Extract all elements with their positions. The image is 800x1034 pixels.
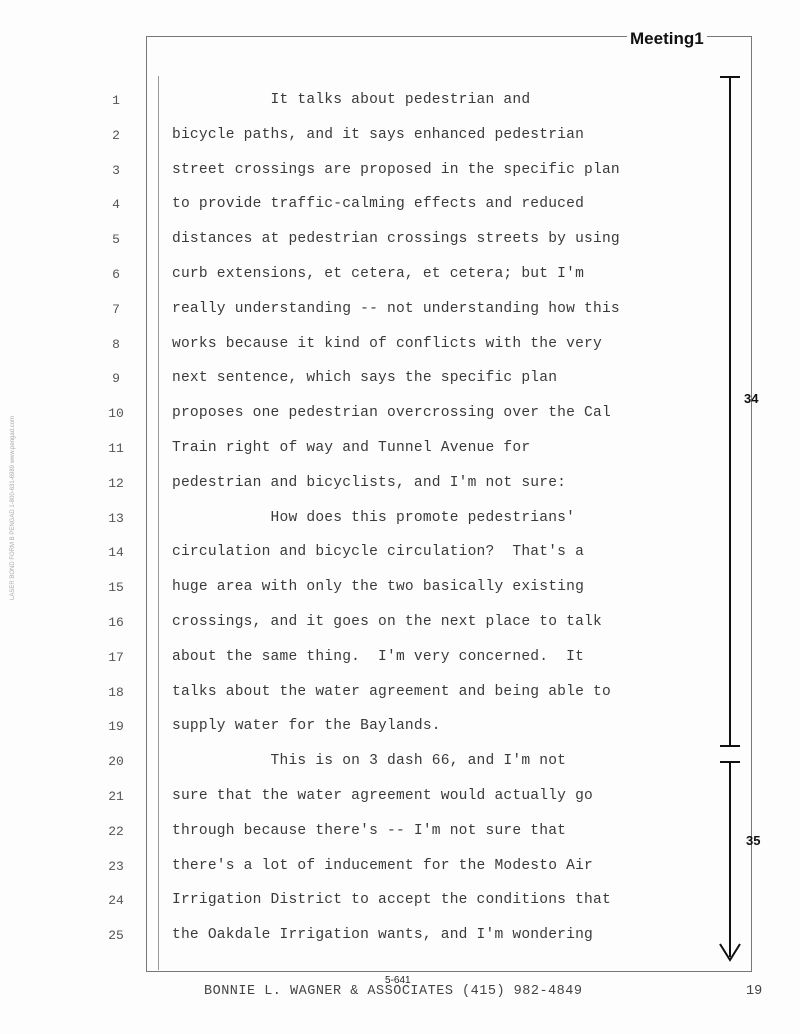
transcript-line: proposes one pedestrian overcrossing over the Cal [172,405,611,422]
transcript-line: It talks about pedestrian and [172,92,531,108]
left-margin-rule [158,76,159,970]
line-number: 18 [108,684,124,700]
line-number: 24 [108,893,124,909]
transcript-line: talks about the water agreement and being able to [172,683,611,700]
footer-company: BONNIE L. WAGNER & ASSOCIATES (415) 982-4849 [204,984,583,999]
line-number: 8 [112,336,120,352]
line-number: 20 [108,754,124,770]
line-number: 21 [108,789,124,804]
transcript-line: bicycle paths, and it says enhanced pedestrian [172,126,585,143]
line-number: 9 [112,371,120,387]
transcript-line: about the same thing. I'm very concerned. It [172,648,585,665]
transcript-line: Train right of way and Tunnel Avenue for [172,440,531,456]
transcript-line: How does this promote pedestrians' [172,509,576,526]
transcript-line: sure that the water agreement would actually go [172,788,594,804]
transcript-line: circulation and bicycle circulation? That's a [172,544,585,561]
transcript-line: the Oakdale Irrigation wants, and I'm wondering [172,927,594,944]
line-number: 4 [112,197,120,213]
transcript-line: there's a lot of inducement for the Modesto Air [172,857,594,874]
transcript-line: huge area with only the two basically existing [172,579,585,596]
line-number: 23 [108,858,124,874]
transcript-line: curb extensions, et cetera, et cetera; but I'm [172,266,585,282]
line-number: 2 [112,127,120,143]
page-number: 19 [746,984,763,999]
bracket-35-line [729,761,731,957]
line-number: 12 [108,475,124,491]
transcript-line: supply water for the Baylands. [172,718,441,735]
line-number: 6 [112,267,120,282]
transcript-line: really understanding -- not understanding how this [172,300,620,317]
line-number: 5 [112,232,120,248]
line-number: 17 [108,649,124,665]
transcript-line: crossings, and it goes on the next place to talk [172,614,602,630]
bracket-34-bottom-cap [720,745,740,747]
line-number: 14 [108,545,124,561]
line-number: 13 [108,510,124,526]
transcript-line: works because it kind of conflicts with the very [172,335,602,352]
bracket-34-line [729,76,731,746]
transcript-line: distances at pedestrian crossings streets by using [172,231,620,248]
line-number: 3 [112,162,120,178]
transcript-line: This is on 3 dash 66, and I'm not [172,753,567,770]
line-number: 7 [112,301,120,317]
meeting-label: Meeting1 [627,29,707,49]
line-number: 1 [112,93,120,108]
transcript-line: street crossings are proposed in the specific plan [172,161,620,178]
page-reference: 5-641 [385,975,411,986]
transcript-line: to provide traffic-calming effects and reduced [172,196,585,213]
line-number: 11 [108,441,124,456]
line-number: 22 [108,823,124,839]
bracket-34-label: 34 [744,391,759,406]
bracket-35-arrow-icon [718,942,742,962]
bracket-35-label: 35 [746,833,761,848]
line-number: 19 [108,719,124,735]
line-number: 15 [108,580,124,596]
side-note: LASER BOND FORM B PENGAD 1-800-631-6989 www.pengad.com [10,415,16,600]
transcript-line: Irrigation District to accept the conditions that [172,892,611,909]
line-number: 16 [108,615,124,630]
transcript-line: next sentence, which says the specific plan [172,370,558,387]
transcript-line: through because there's -- I'm not sure that [172,822,567,839]
line-number: 25 [108,928,124,944]
transcript-line: pedestrian and bicyclists, and I'm not sure: [172,474,567,491]
line-number: 10 [108,406,124,422]
